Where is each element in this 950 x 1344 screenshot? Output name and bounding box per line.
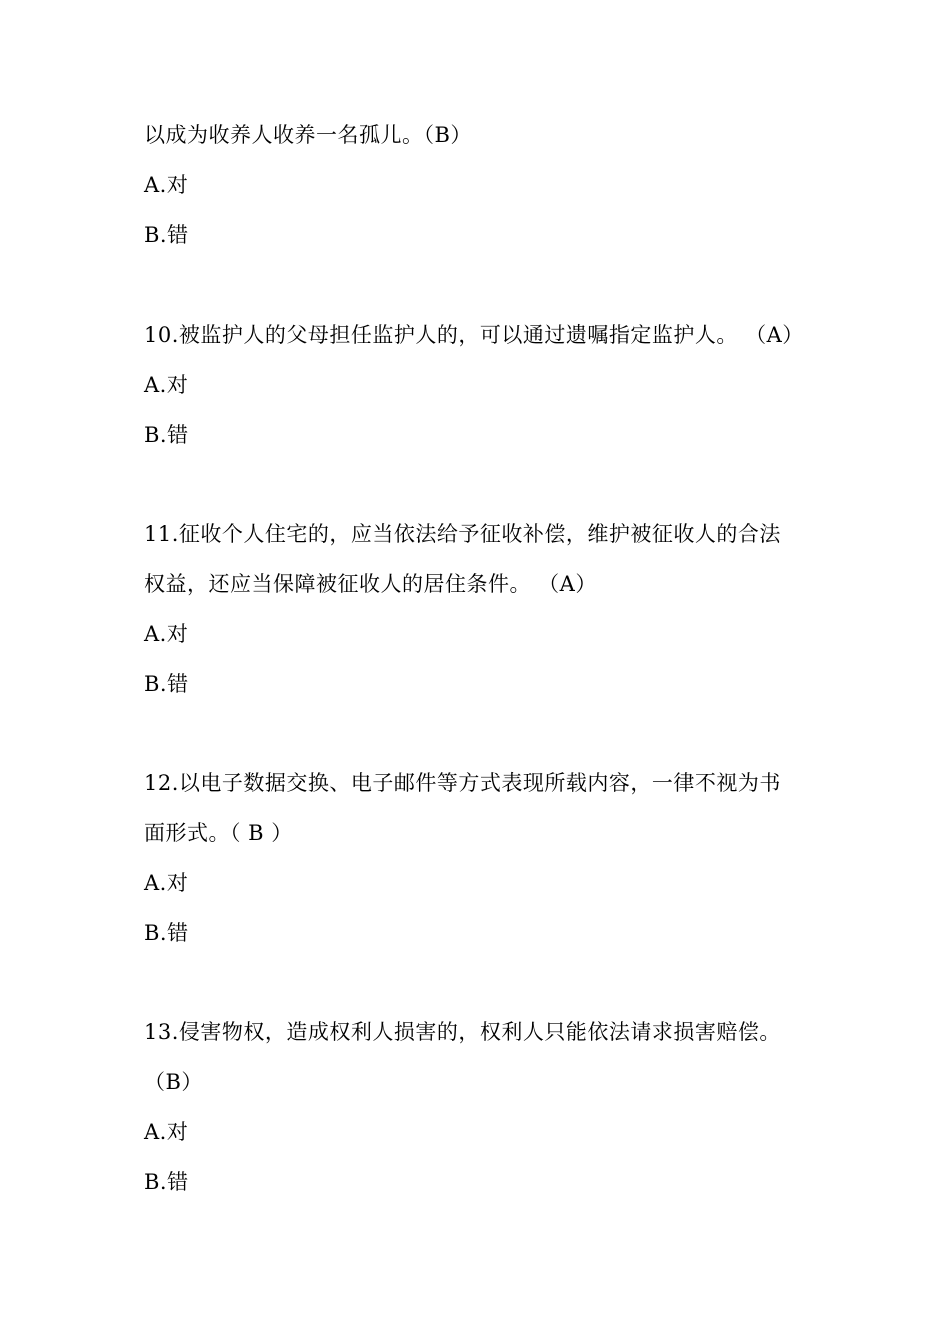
question-11-option-b: B.错: [144, 672, 189, 696]
question-13-text-line1: 13.侵害物权，造成权利人损害的，权利人只能依法请求损害赔偿。: [144, 1020, 781, 1044]
question-13-option-b: B.错: [144, 1170, 189, 1194]
question-9-text-tail: 以成为收养人收养一名孤儿。（B）: [144, 123, 472, 147]
question-9-option-a: A.对: [144, 173, 189, 197]
question-11-option-a: A.对: [144, 622, 189, 646]
question-12-option-b: B.错: [144, 921, 189, 945]
question-13-option-a: A.对: [144, 1120, 189, 1144]
question-10-option-b: B.错: [144, 423, 189, 447]
question-9-option-b: B.错: [144, 223, 189, 247]
question-11-text-line1: 11.征收个人住宅的，应当依法给予征收补偿，维护被征收人的合法: [144, 522, 781, 546]
question-12-text-line1: 12.以电子数据交换、电子邮件等方式表现所载内容，一律不视为书: [144, 771, 781, 795]
question-11-text-line2: 权益，还应当保障被征收人的居住条件。 （A）: [144, 572, 597, 596]
question-12-text-line2: 面形式。（ B ）: [144, 821, 293, 845]
question-13-text-line2: （B）: [144, 1070, 203, 1094]
question-10-option-a: A.对: [144, 373, 189, 397]
question-12-option-a: A.对: [144, 871, 189, 895]
question-10-text: 10.被监护人的父母担任监护人的，可以通过遗嘱指定监护人。 （A）: [144, 323, 804, 347]
